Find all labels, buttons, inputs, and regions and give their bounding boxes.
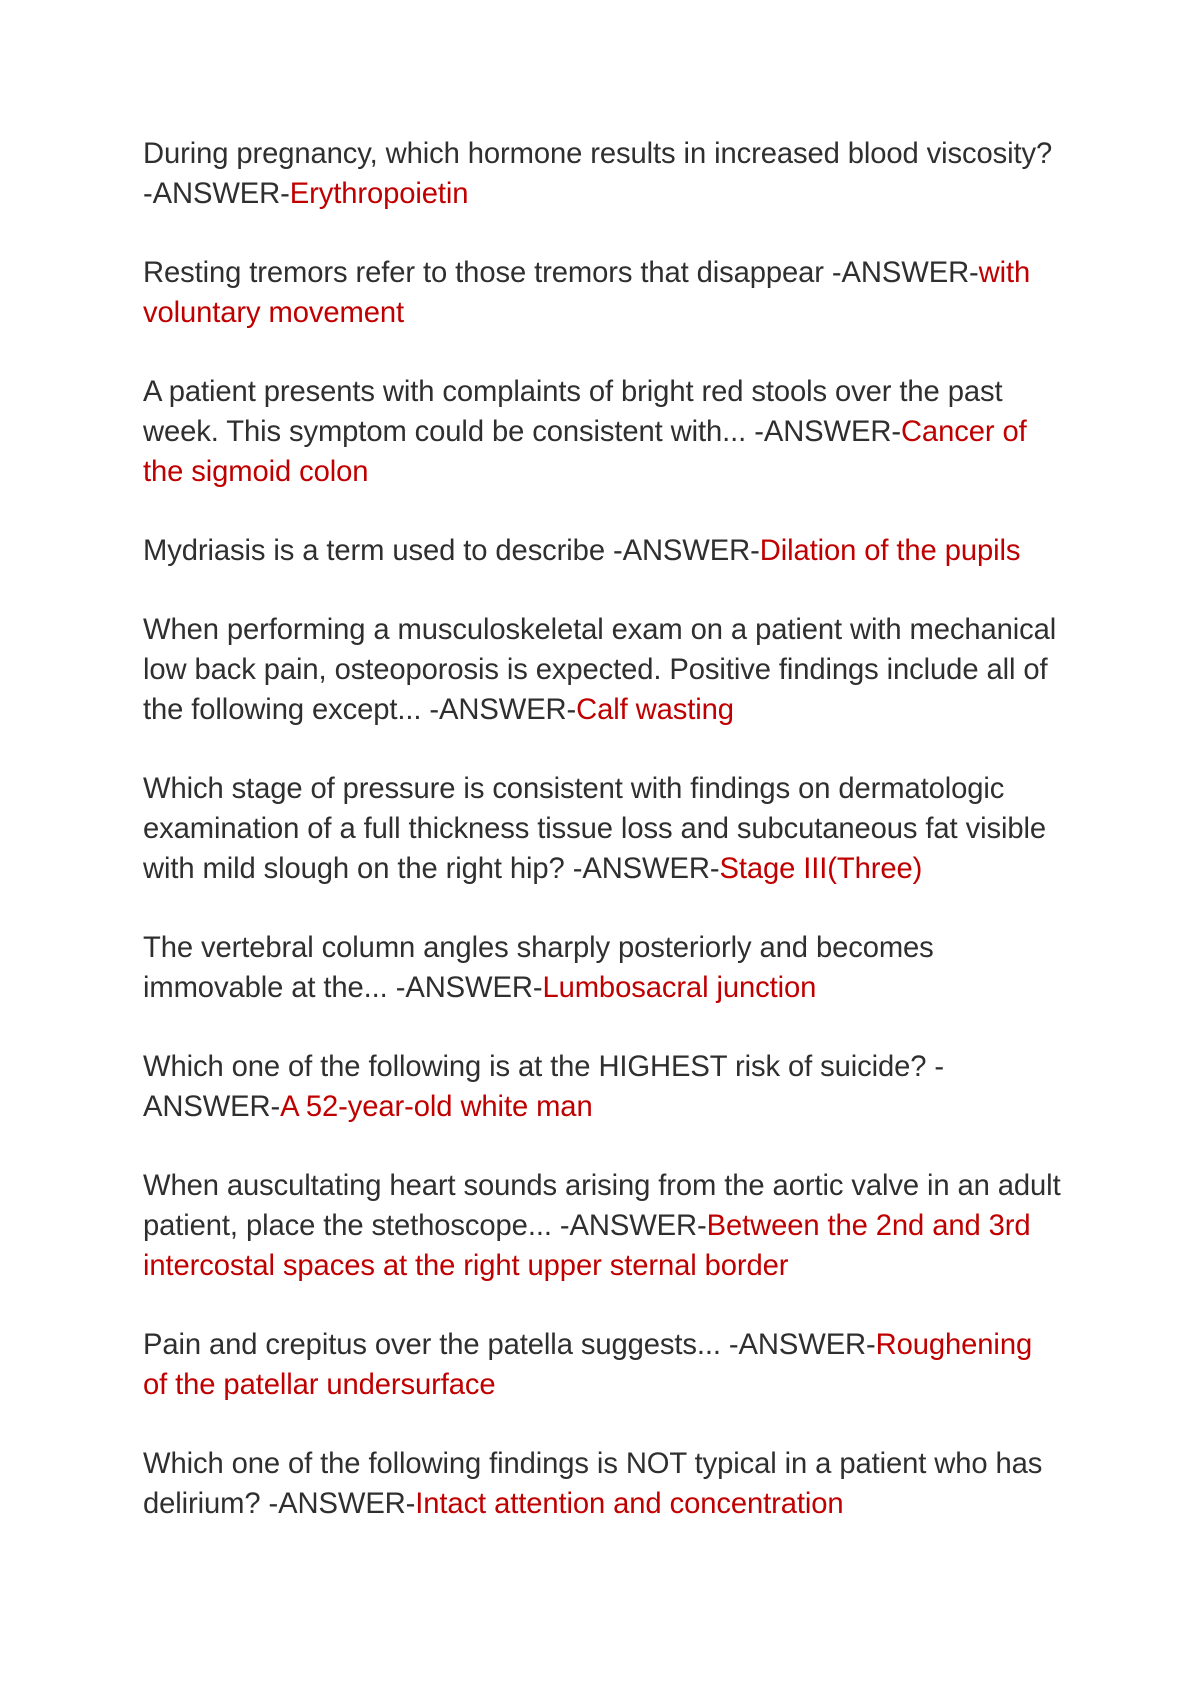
answer-separator: -ANSWER- [572,853,720,885]
answer-text: Intact attention and concentration [415,1488,844,1520]
answer-separator: -ANSWER- [754,416,901,448]
qa-item [143,1444,1063,1524]
qa-item [143,928,1063,1008]
qa-item [143,1047,1063,1127]
question-text: A patient presents with complaints of bright red stools over the past week. This symptom could be consistent with... [143,376,1003,448]
question-text: The vertebral column angles sharply posteriorly and becomes immovable at the... [143,932,934,1004]
answer-text: A 52-year-old white man [280,1091,593,1123]
qa-item [143,1166,1063,1286]
answer-separator: -ANSWER- [831,257,979,289]
answer-text: Lumbosacral junction [542,972,817,1004]
answer-text: Roughening of the patellar undersurface [143,1329,1033,1401]
answer-text: Erythropoietin [289,178,469,210]
question-text: When auscultating heart sounds arising from the aortic valve in an adult patient, place the stethoscope... [143,1170,1061,1242]
answer-separator: -ANSWER- [143,178,290,210]
qa-list [143,134,1063,1524]
qa-item [143,610,1063,730]
qa-item [143,253,1063,333]
answer-text: with voluntary movement [143,257,1031,329]
answer-text: Between the 2nd and 3rd intercostal spaces at the right upper sternal border [143,1210,1031,1282]
qa-item [143,531,1063,571]
answer-separator: -ANSWER- [143,1051,945,1123]
answer-text: Stage III(Three) [719,853,923,885]
answer-text: Calf wasting [576,694,734,726]
question-text: Which stage of pressure is consistent with findings on dermatologic examination of a full thickness tissue loss and subcutaneous fat visible with mild slough on the right hip? [143,773,1046,885]
answer-separator: -ANSWER- [728,1329,876,1361]
qa-item [143,769,1063,889]
question-text: Pain and crepitus over the patella suggests... [143,1329,729,1361]
answer-separator: -ANSWER- [559,1210,707,1242]
answer-text: Dilation of the pupils [759,535,1021,567]
question-text: Which one of the following is at the HIGHEST risk of suicide? [143,1051,935,1083]
question-text: Resting tremors refer to those tremors that disappear [143,257,832,289]
answer-text: Cancer of the sigmoid colon [143,416,1027,488]
question-text: During pregnancy, which hormone results in increased blood viscosity? [143,138,1053,170]
qa-item [143,1325,1063,1405]
qa-item [143,372,1063,492]
answer-separator: -ANSWER- [612,535,760,567]
answer-separator: -ANSWER- [429,694,577,726]
question-text: When performing a musculoskeletal exam on a patient with mechanical low back pain, osteoporosis is expected. Positive findings include all of the following except... [143,614,1057,726]
answer-separator: -ANSWER- [268,1488,416,1520]
question-text: Which one of the following findings is NOT typical in a patient who has delirium? [143,1448,1043,1520]
qa-item [143,134,1063,214]
answer-separator: -ANSWER- [395,972,543,1004]
question-text: Mydriasis is a term used to describe [143,535,613,567]
